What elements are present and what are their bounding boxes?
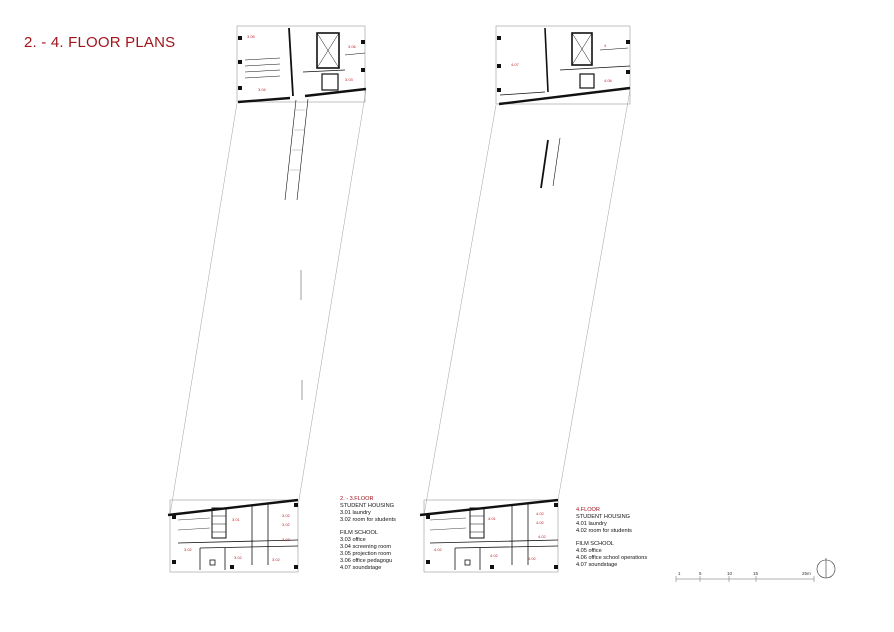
legend-floor-4 bbox=[576, 507, 647, 569]
room-labels-floor-4-top bbox=[511, 43, 613, 83]
legend-item: 3.05 projection room bbox=[340, 551, 391, 557]
room-label: 4.07 bbox=[511, 62, 519, 67]
room-label: 4.02 bbox=[538, 534, 546, 539]
room-label: 4.02 bbox=[528, 556, 536, 561]
room-labels-floor-4-bottom bbox=[434, 511, 547, 561]
legend-item: 4.02 room for students bbox=[576, 528, 632, 534]
plan-floor-4-bridge bbox=[424, 90, 630, 515]
room-label: 4.02 bbox=[490, 553, 498, 558]
room-label: 3.03 bbox=[282, 537, 290, 542]
plan-floor-3 bbox=[168, 26, 366, 572]
legend-item: 3.06 office pedagogu bbox=[340, 558, 393, 564]
scale-tick-label: 10 bbox=[727, 571, 733, 576]
legend-item: 3.02 room for students bbox=[340, 517, 396, 523]
room-label: 3.02 bbox=[272, 557, 280, 562]
legend-item: 3.03 office bbox=[340, 537, 366, 543]
room-label: 4.02 bbox=[434, 547, 442, 552]
plan-floor-3-top-block bbox=[237, 26, 366, 102]
room-label: 4.02 bbox=[536, 511, 544, 516]
room-label: 3.05 bbox=[247, 34, 255, 39]
legend-item: 4.05 office bbox=[576, 548, 602, 554]
plan-floor-4 bbox=[420, 26, 630, 572]
page-title: 2. - 4. FLOOR PLANS bbox=[24, 34, 176, 51]
room-label: 4.06 bbox=[604, 78, 612, 83]
scale-bar bbox=[676, 571, 814, 582]
room-labels-floor-3-top bbox=[247, 34, 357, 92]
room-label: 4 bbox=[604, 43, 607, 48]
legend-item: 3.01 laundry bbox=[340, 510, 371, 516]
legend-section-title: STUDENT HOUSING bbox=[340, 503, 394, 509]
legend-item: 4.07 soundstage bbox=[340, 565, 382, 571]
room-label: 3.02 bbox=[282, 522, 290, 527]
scale-tick-label: 5 bbox=[699, 571, 702, 576]
plan-floor-3-bridge bbox=[170, 90, 366, 515]
room-label: 3.02 bbox=[282, 513, 290, 518]
north-arrow-icon bbox=[817, 558, 835, 578]
legend-section-title: STUDENT HOUSING bbox=[576, 514, 630, 520]
legend-floor-3 bbox=[340, 496, 396, 572]
scale-tick-label: 15 bbox=[753, 571, 759, 576]
legend-item: 3.04 screening room bbox=[340, 544, 391, 550]
room-label: 3.06 bbox=[348, 44, 356, 49]
room-label: 3.04 bbox=[258, 87, 266, 92]
room-label: 3.01 bbox=[232, 517, 240, 522]
room-label: 3.02 bbox=[234, 555, 242, 560]
scale-tick-label: 1 bbox=[678, 571, 681, 576]
legend-item: 4.07 soundstage bbox=[576, 562, 618, 568]
legend-heading: 2. - 3.FLOOR bbox=[340, 496, 374, 502]
scale-tick-label: 25m bbox=[802, 571, 811, 576]
legend-heading: 4.FLOOR bbox=[576, 507, 600, 513]
room-label: 4.01 bbox=[488, 516, 496, 521]
legend-section-title: FILM SCHOOL bbox=[340, 530, 378, 536]
legend-section-title: FILM SCHOOL bbox=[576, 541, 614, 547]
room-label: 4.02 bbox=[536, 520, 544, 525]
room-label: 3.03 bbox=[345, 77, 353, 82]
legend-item: 4.01 laundry bbox=[576, 521, 607, 527]
legend-item: 4.06 office school operations bbox=[576, 555, 648, 561]
room-label: 3.02 bbox=[184, 547, 192, 552]
